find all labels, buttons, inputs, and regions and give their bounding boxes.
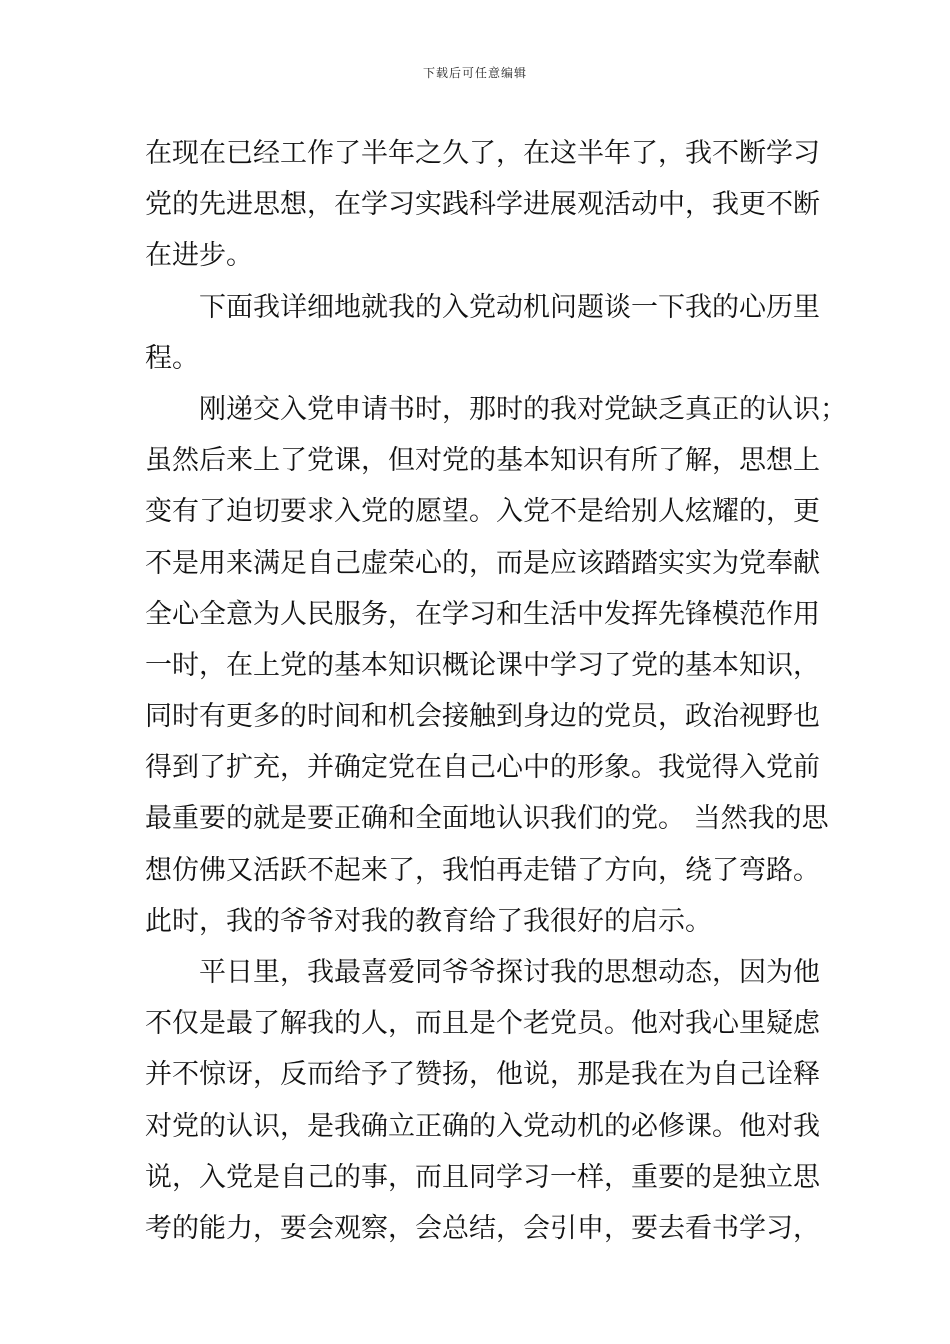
text-line: 想仿佛又活跃不起来了，我怕再走错了方向，绕了弯路。 xyxy=(145,854,820,886)
text-line: 对党的认识，是我确立正确的入党动机的必修课。他对我 xyxy=(145,1110,820,1142)
text-line: 并不惊讶，反而给予了赞扬，他说，那是我在为自己诠释 xyxy=(145,1059,820,1091)
paragraph-4 xyxy=(145,947,820,1254)
text-line: 程。 xyxy=(145,342,199,374)
text-line: 得到了扩充，并确定党在自己心中的形象。我觉得入党前 xyxy=(145,752,820,784)
text-line: 最重要的就是要正确和全面地认识我们的党。 当然我的思 xyxy=(145,803,829,835)
text-line: 刚递交入党申请书时，那时的我对党缺乏真正的认识； xyxy=(199,393,847,425)
page-header: 下载后可任意编辑 xyxy=(422,66,527,80)
text-line: 变有了迫切要求入党的愿望。入党不是给别人炫耀的，更 xyxy=(145,496,820,528)
text-line: 不仅是最了解我的人，而且是个老党员。他对我心里疑虑 xyxy=(145,1008,820,1040)
text-line: 在进步。 xyxy=(145,240,253,272)
text-line: 一时，在上党的基本知识概论课中学习了党的基本知识， xyxy=(145,649,820,681)
text-line: 同时有更多的时间和机会接触到身边的党员，政治视野也 xyxy=(145,701,820,733)
paragraph-1 xyxy=(145,128,820,282)
text-line: 党的先进思想，在学习实践科学进展观活动中，我更不断 xyxy=(145,189,820,221)
text-line: 考的能力，要会观察，会总结，会引申，要去看书学习， xyxy=(145,1212,820,1244)
text-line: 不是用来满足自己虚荣心的，而是应该踏踏实实为党奉献 xyxy=(145,547,820,579)
text-line: 此时，我的爷爷对我的教育给了我很好的启示。 xyxy=(145,905,712,937)
paragraph-3 xyxy=(145,384,847,947)
paragraph-2 xyxy=(145,282,820,384)
text-line: 虽然后来上了党课，但对党的基本知识有所了解，思想上 xyxy=(145,445,820,477)
text-line: 在现在已经工作了半年之久了，在这半年了，我不断学习 xyxy=(145,138,820,169)
text-line: 平日里，我最喜爱同爷爷探讨我的思想动态，因为他 xyxy=(199,957,820,988)
document-body xyxy=(145,128,847,1254)
text-line: 下面我详细地就我的入党动机问题谈一下我的心历里 xyxy=(199,291,820,323)
text-line: 全心全意为人民服务，在学习和生活中发挥先锋模范作用 xyxy=(145,598,820,630)
text-line: 说，入党是自己的事，而且同学习一样，重要的是独立思 xyxy=(145,1161,820,1193)
